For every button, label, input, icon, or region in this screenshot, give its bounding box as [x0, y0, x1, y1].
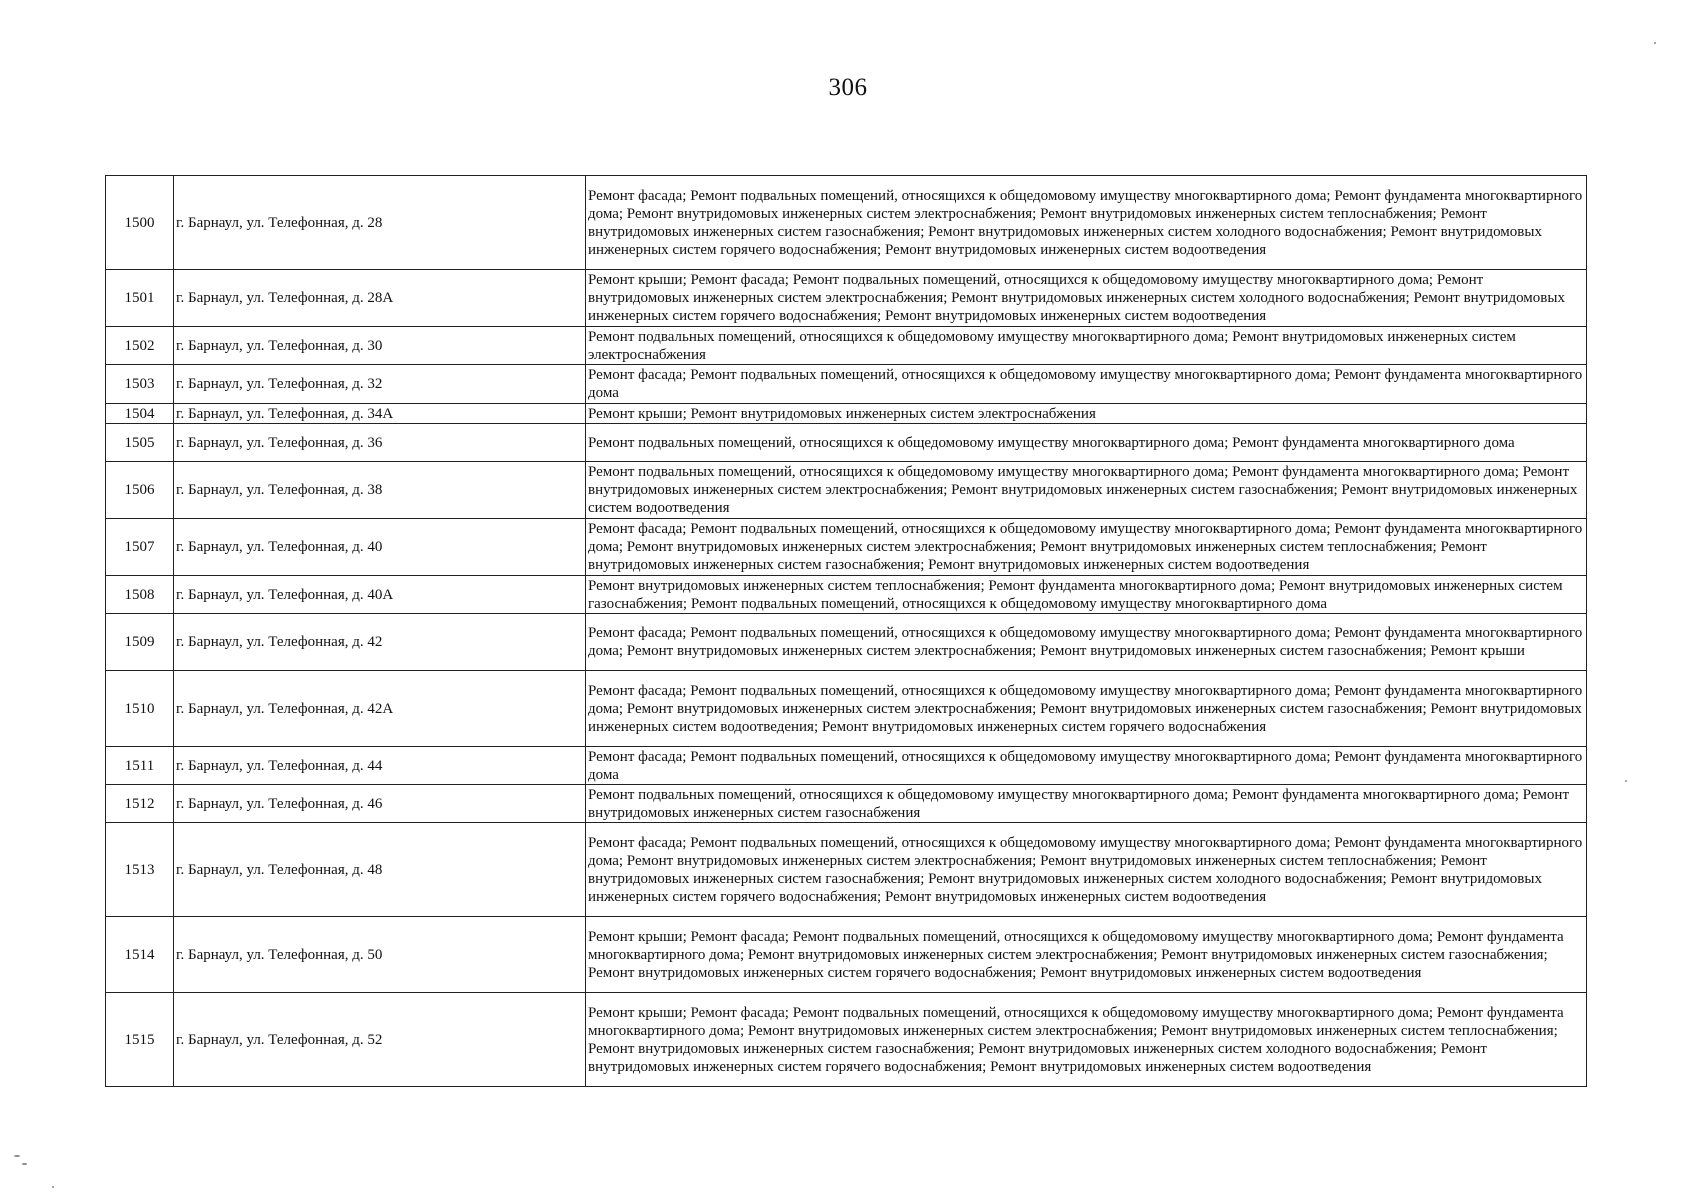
page-number: 306 [828, 74, 868, 101]
row-address: г. Барнаул, ул. Телефонная, д. 44 [174, 747, 586, 785]
table-row [106, 747, 1587, 785]
row-number: 1509 [106, 614, 174, 671]
row-number: 1504 [106, 404, 174, 424]
row-works: Ремонт фасада; Ремонт подвальных помещений, относящихся к общедомовому имуществу многоквартирного дома; Ремонт фундамента многоквартирного дома [586, 747, 1587, 785]
table-row [106, 519, 1587, 576]
row-number: 1510 [106, 671, 174, 747]
row-number: 1513 [106, 823, 174, 917]
table-row [106, 424, 1587, 462]
table-row [106, 462, 1587, 519]
row-works: Ремонт подвальных помещений, относящихся к общедомовому имуществу многоквартирного дома; Ремонт внутридомовых инженерных систем электроснабжения [586, 327, 1587, 365]
registry-table-body [106, 176, 1587, 1087]
row-works: Ремонт подвальных помещений, относящихся к общедомовому имуществу многоквартирного дома; Ремонт фундамента многоквартирного дома; Ремонт внутридомовых инженерных систем электроснабжения; Ремонт внутридомовых инженерных систем газоснабжения; Ремонт внутридомовых инженерных систем водоотведения [586, 462, 1587, 519]
scan-speck [22, 1163, 27, 1165]
row-address: г. Барнаул, ул. Телефонная, д. 48 [174, 823, 586, 917]
row-works: Ремонт фасада; Ремонт подвальных помещений, относящихся к общедомовому имуществу многоквартирного дома; Ремонт фундамента многоквартирного дома; Ремонт внутридомовых инженерных систем электроснабжения; Ремонт внутридомовых инженерных систем теплоснабжения; Ремонт внутридомовых инженерных систем газоснабжения; Ремонт внутридомовых инженерных систем холодного водоснабжения; Ремонт внутридомовых инженерных систем горячего водоснабжения; Ремонт внутридомовых инженерных систем водоотведения [586, 823, 1587, 917]
row-address: г. Барнаул, ул. Телефонная, д. 28 [174, 176, 586, 270]
row-number: 1511 [106, 747, 174, 785]
table-row [106, 917, 1587, 993]
table-row [106, 823, 1587, 917]
row-number: 1506 [106, 462, 174, 519]
scan-speck [1654, 42, 1656, 44]
row-address: г. Барнаул, ул. Телефонная, д. 52 [174, 993, 586, 1087]
table-row [106, 270, 1587, 327]
row-address: г. Барнаул, ул. Телефонная, д. 42А [174, 671, 586, 747]
row-works: Ремонт фасада; Ремонт подвальных помещений, относящихся к общедомовому имуществу многоквартирного дома; Ремонт фундамента многоквартирного дома [586, 365, 1587, 404]
row-number: 1502 [106, 327, 174, 365]
row-number: 1505 [106, 424, 174, 462]
row-works: Ремонт фасада; Ремонт подвальных помещений, относящихся к общедомовому имуществу многоквартирного дома; Ремонт фундамента многоквартирного дома; Ремонт внутридомовых инженерных систем электроснабжения; Ремонт внутридомовых инженерных систем теплоснабжения; Ремонт внутридомовых инженерных систем газоснабжения; Ремонт внутридомовых инженерных систем водоотведения [586, 519, 1587, 576]
row-address: г. Барнаул, ул. Телефонная, д. 40А [174, 576, 586, 614]
row-number: 1500 [106, 176, 174, 270]
row-number: 1507 [106, 519, 174, 576]
table-row [106, 404, 1587, 424]
row-number: 1501 [106, 270, 174, 327]
row-address: г. Барнаул, ул. Телефонная, д. 36 [174, 424, 586, 462]
row-number: 1514 [106, 917, 174, 993]
row-address: г. Барнаул, ул. Телефонная, д. 30 [174, 327, 586, 365]
row-address: г. Барнаул, ул. Телефонная, д. 46 [174, 785, 586, 823]
row-works: Ремонт внутридомовых инженерных систем теплоснабжения; Ремонт фундамента многоквартирного дома; Ремонт внутридомовых инженерных систем газоснабжения; Ремонт подвальных помещений, относящихся к общедомовому имуществу многоквартирного дома [586, 576, 1587, 614]
table-row [106, 365, 1587, 404]
row-address: г. Барнаул, ул. Телефонная, д. 34А [174, 404, 586, 424]
row-works: Ремонт крыши; Ремонт фасада; Ремонт подвальных помещений, относящихся к общедомовому имуществу многоквартирного дома; Ремонт фундамента многоквартирного дома; Ремонт внутридомовых инженерных систем электроснабжения; Ремонт внутридомовых инженерных систем теплоснабжения; Ремонт внутридомовых инженерных систем газоснабжения; Ремонт внутридомовых инженерных систем холодного водоснабжения; Ремонт внутридомовых инженерных систем горячего водоснабжения; Ремонт внутридомовых инженерных систем водоотведения [586, 993, 1587, 1087]
row-address: г. Барнаул, ул. Телефонная, д. 40 [174, 519, 586, 576]
row-address: г. Барнаул, ул. Телефонная, д. 28А [174, 270, 586, 327]
table-row [106, 671, 1587, 747]
row-address: г. Барнаул, ул. Телефонная, д. 38 [174, 462, 586, 519]
row-address: г. Барнаул, ул. Телефонная, д. 50 [174, 917, 586, 993]
scan-speck [14, 1155, 20, 1157]
row-address: г. Барнаул, ул. Телефонная, д. 32 [174, 365, 586, 404]
registry-table [105, 175, 1587, 1087]
row-number: 1512 [106, 785, 174, 823]
row-works: Ремонт фасада; Ремонт подвальных помещений, относящихся к общедомовому имуществу многоквартирного дома; Ремонт фундамента многоквартирного дома; Ремонт внутридомовых инженерных систем электроснабжения; Ремонт внутридомовых инженерных систем газоснабжения; Ремонт крыши [586, 614, 1587, 671]
row-works: Ремонт подвальных помещений, относящихся к общедомовому имуществу многоквартирного дома; Ремонт фундамента многоквартирного дома [586, 424, 1587, 462]
row-works: Ремонт крыши; Ремонт внутридомовых инженерных систем электроснабжения [586, 404, 1587, 424]
row-works: Ремонт фасада; Ремонт подвальных помещений, относящихся к общедомовому имуществу многоквартирного дома; Ремонт фундамента многоквартирного дома; Ремонт внутридомовых инженерных систем электроснабжения; Ремонт внутридомовых инженерных систем теплоснабжения; Ремонт внутридомовых инженерных систем газоснабжения; Ремонт внутридомовых инженерных систем холодного водоснабжения; Ремонт внутридомовых инженерных систем горячего водоснабжения; Ремонт внутридомовых инженерных систем водоотведения [586, 176, 1587, 270]
scan-speck [52, 1186, 54, 1188]
table-row [106, 576, 1587, 614]
row-works: Ремонт крыши; Ремонт фасада; Ремонт подвальных помещений, относящихся к общедомовому имуществу многоквартирного дома; Ремонт внутридомовых инженерных систем электроснабжения; Ремонт внутридомовых инженерных систем холодного водоснабжения; Ремонт внутридомовых инженерных систем горячего водоснабжения; Ремонт внутридомовых инженерных систем водоотведения [586, 270, 1587, 327]
table-row [106, 993, 1587, 1087]
row-works: Ремонт фасада; Ремонт подвальных помещений, относящихся к общедомовому имуществу многоквартирного дома; Ремонт фундамента многоквартирного дома; Ремонт внутридомовых инженерных систем электроснабжения; Ремонт внутридомовых инженерных систем газоснабжения; Ремонт внутридомовых инженерных систем водоотведения; Ремонт внутридомовых инженерных систем горячего водоснабжения [586, 671, 1587, 747]
row-number: 1508 [106, 576, 174, 614]
table-row [106, 785, 1587, 823]
row-number: 1503 [106, 365, 174, 404]
row-number: 1515 [106, 993, 174, 1087]
table-row [106, 327, 1587, 365]
row-works: Ремонт крыши; Ремонт фасада; Ремонт подвальных помещений, относящихся к общедомовому имуществу многоквартирного дома; Ремонт фундамента многоквартирного дома; Ремонт внутридомовых инженерных систем электроснабжения; Ремонт внутридомовых инженерных систем газоснабжения; Ремонт внутридомовых инженерных систем горячего водоснабжения; Ремонт внутридомовых инженерных систем водоотведения [586, 917, 1587, 993]
row-address: г. Барнаул, ул. Телефонная, д. 42 [174, 614, 586, 671]
scan-speck [1625, 780, 1627, 782]
row-works: Ремонт подвальных помещений, относящихся к общедомовому имуществу многоквартирного дома; Ремонт фундамента многоквартирного дома; Ремонт внутридомовых инженерных систем газоснабжения [586, 785, 1587, 823]
table-row [106, 176, 1587, 270]
table-row [106, 614, 1587, 671]
